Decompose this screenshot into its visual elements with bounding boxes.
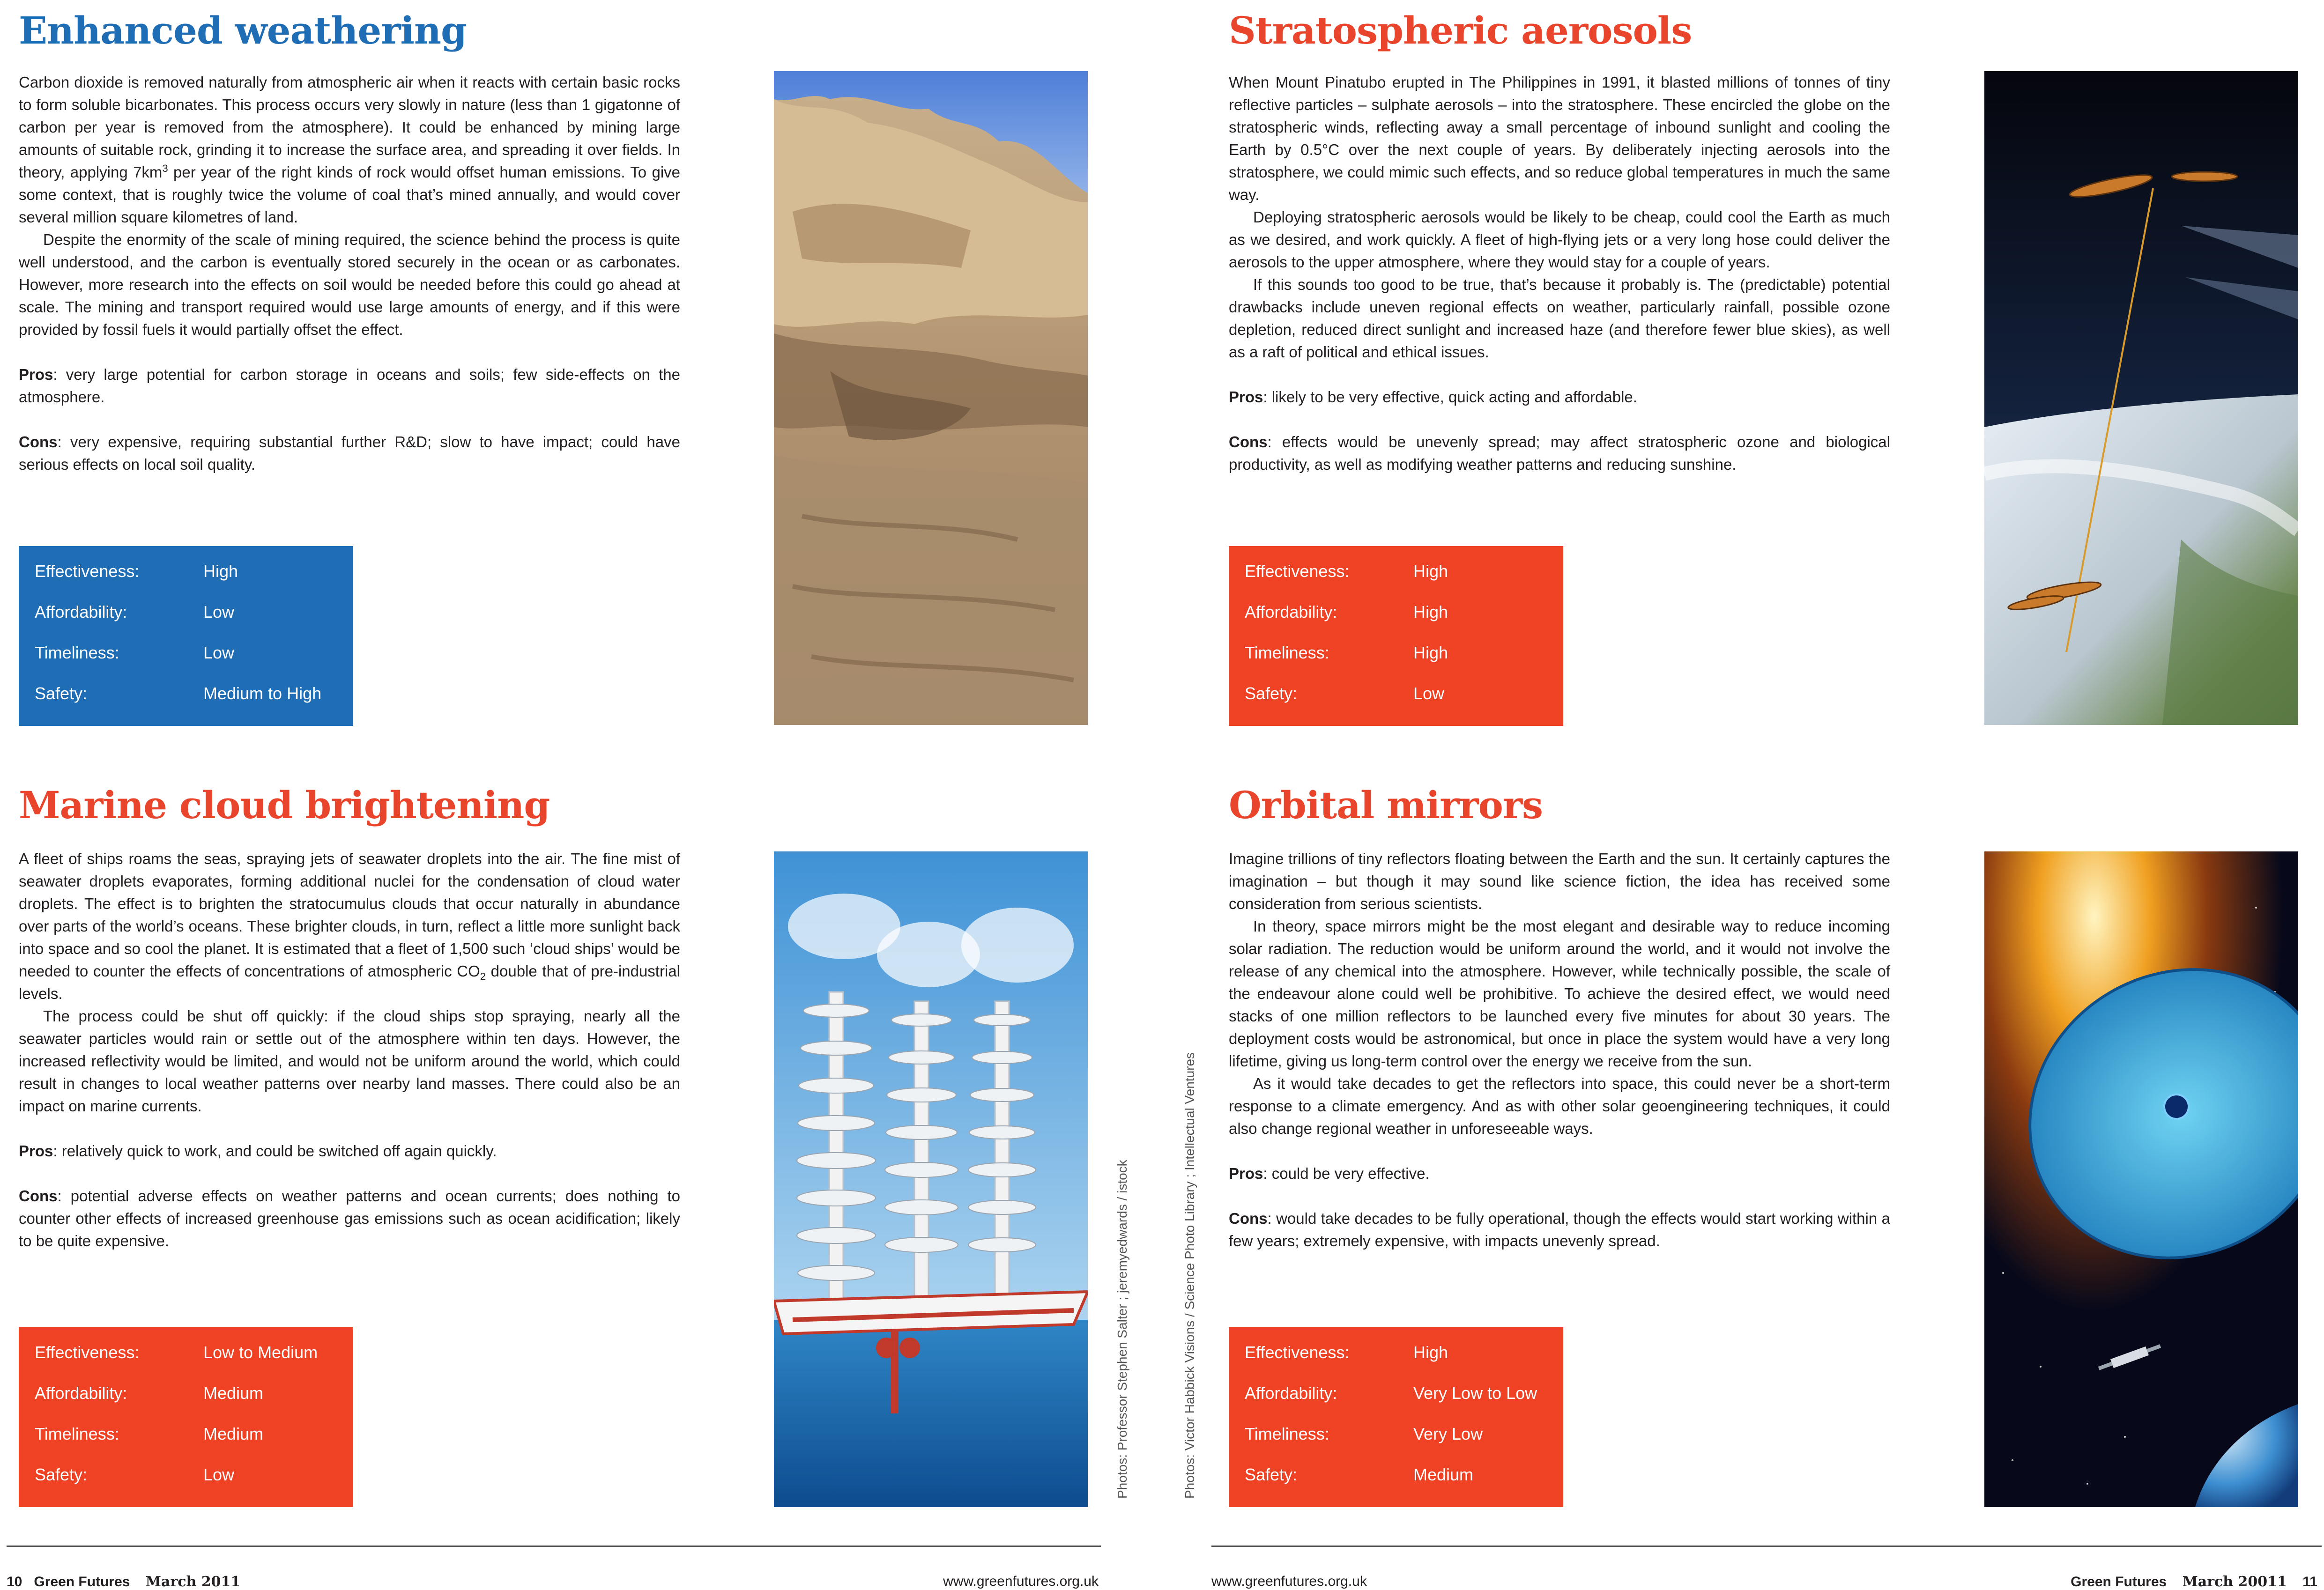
paragraph: Despite the enormity of the scale of mining required, the science behind the process is quite well understood, and the carbon is eventually stored securely in the ocean or as carbonates. However, more research into the effects on soil would be needed before this could go ahead at scale. The mining and transport required would use large amounts of energy, and if this were provided by fossil fuels it would partially offset the effect.: [19, 231, 680, 338]
footer-right: [2071, 1574, 2317, 1590]
marine-cloud-body: [19, 848, 680, 1252]
stratosphere-illustration: [1984, 71, 2298, 725]
enhanced-weathering-title: Enhanced weathering: [19, 8, 467, 52]
orbital-mirrors-ratings-box: Effectiveness: High Affordability: Very Low to Low Timeliness: Very Low Safety: Medium: [1229, 1327, 1563, 1507]
issue-date: March 20011: [2182, 1574, 2287, 1590]
footer-url-link[interactable]: www.greenfutures.org.uk: [943, 1574, 1099, 1589]
rock-cliff-photo: [774, 71, 1088, 725]
photo-credit: Photos: Victor Habbick Visions / Science Photo Library ; Intellectual Ventures: [1182, 1052, 1197, 1499]
paragraph: A fleet of ships roams the seas, spraying jets of seawater droplets into the air. The fine mist of seawater droplets evaporates, forming additional nuclei for the condensation of cloud water droplets. The effect is to brighten the stratocumulus clouds that occur naturally in abundance over parts of the world’s oceans. These brighter clouds, in turn, reflect a little more sunlight back into space and so cool the planet. It is estimated that a fleet of 1,500 such ‘cloud ships’ would be needed to counter the effects of concentrations of atmospheric $CO_2$ double that of pre-industrial levels.: [19, 850, 680, 1002]
orbital-mirrors-title: Orbital mirrors: [1229, 783, 1543, 827]
pros-text: Pros: relatively quick to work, and could be switched off again quickly.: [19, 1142, 497, 1160]
page-number: 11: [2302, 1574, 2317, 1590]
orbital-mirrors-body: [1229, 848, 1890, 1252]
marine-cloud-title: Marine cloud brightening: [19, 783, 550, 827]
cloud-ship-illustration: [774, 851, 1088, 1507]
paragraph: In theory, space mirrors might be the most elegant and desirable way to reduce incoming solar radiation. The reduction would be uniform around the world, and it would not involve the release of any chemical into the atmosphere. However, while technically possible, the scale of the endeavour alone could well be prohibitive. To achieve the desired effect, we would need stacks of one million reflectors to be launched every five minutes for about 30 years. The deployment costs would be astronomical, but once in place the system would have a very long lifetime, giving us long-term control over the energy we receive from the sun.: [1229, 917, 1890, 1070]
cons-text: Cons: very expensive, requiring substantial further R&D; slow to have impact; could have serious effects on local soil quality.: [19, 433, 680, 473]
enhanced-weathering-body: [19, 71, 680, 476]
rock-cliff-image-icon: [774, 71, 1088, 725]
photo-credit: Photos: Professor Stephen Salter ; jeremyedwards / istock: [1115, 1160, 1129, 1499]
space-mirror-image-icon: [1984, 851, 2298, 1507]
space-mirror-illustration: [1984, 851, 2298, 1507]
paragraph: The process could be shut off quickly: if the cloud ships stop spraying, nearly all the seawater particles would rain or settle out of the atmosphere within ten days. However, the increased reflectivity would be limited, and would not be uniform around the world, which could result in changes to local weather patterns over nearby land masses. There could also be an impact on marine currents.: [19, 1007, 680, 1115]
pros-text: Pros: very large potential for carbon storage in oceans and soils; few side-effects on the atmosphere.: [19, 366, 680, 406]
paragraph: Carbon dioxide is removed naturally from atmospheric air when it reacts with certain basic rocks to form soluble bicarbonates. This process occurs very slowly in nature (less than 1 gigatonne of carbon per year is removed from the atmosphere). It could be enhanced by mining large amounts of suitable rock, grinding it to increase the surface area, and spreading it over fields. In theory, applying $7km^3$ per year of the right kinds of rock would offset human emissions. To give some context, that is roughly twice the volume of coal that’s mined annually, and would cover several million square kilometres of land.: [19, 74, 681, 226]
enhanced-weathering-ratings-box: Effectiveness: High Affordability: Low Timeliness: Low Safety: Medium to High: [19, 546, 353, 726]
paragraph: Imagine trillions of tiny reflectors floating between the Earth and the sun. It certainly captures the imagination – but though it may sound like science fiction, the idea has received some consideration from serious scientists.: [1229, 850, 1890, 912]
cloud-ship-image-icon: [774, 851, 1088, 1507]
issue-date: March 2011: [145, 1574, 241, 1590]
stratospheric-ratings-box: Effectiveness: High Affordability: High Timeliness: High Safety: Low: [1229, 546, 1563, 726]
page-number: 10: [7, 1574, 22, 1590]
paragraph: If this sounds too good to be true, that’s because it probably is. The (predictable) potential drawbacks include uneven regional effects on weather, particularly rainfall, possible ozone depletion, reduced direct sunlight and increased haze (and therefore fewer blue skies), as well as a raft of political and ethical issues.: [1229, 276, 1890, 361]
magazine-name: Green Futures: [2071, 1574, 2167, 1590]
paragraph: Deploying stratospheric aerosols would be likely to be cheap, could cool the Earth as much as we desired, and work quickly. A fleet of high-flying jets or a very long hose could deliver the aerosols to the upper atmosphere, where they would stay for a couple of years.: [1229, 208, 1890, 271]
magazine-name: Green Futures: [34, 1574, 130, 1590]
footer-rule: [1211, 1546, 2322, 1547]
paragraph: As it would take decades to get the reflectors into space, this could never be a short-term response to a climate emergency. And as with other solar geoengineering techniques, it could also change regional weather in unforeseeable ways.: [1229, 1075, 1890, 1137]
paragraph: When Mount Pinatubo erupted in The Philippines in 1991, it blasted millions of tonnes of tiny reflective particles – sulphate aerosols – into the stratosphere. These encircled the globe on the stratospheric winds, reflecting away a small percentage of inbound sunlight and cooling the Earth by 0.5°C over the next couple of years. By deliberately injecting aerosols into the stratosphere, we could mimic such effects, and so reduce global temperatures in much the same way.: [1229, 74, 1890, 203]
pros-text: Pros: could be very effective.: [1229, 1165, 1430, 1182]
cons-text: Cons: would take decades to be fully operational, though the effects would start working within a few years; extremely expensive, with impacts unevenly spread.: [1229, 1210, 1890, 1250]
right-page: [1162, 0, 2324, 1589]
cons-text: Cons: effects would be unevenly spread; may affect stratospheric ozone and biological productivity, as well as modifying weather patterns and reducing sunshine.: [1229, 433, 1890, 473]
stratosphere-image-icon: [1984, 71, 2298, 725]
stratospheric-body: [1229, 71, 1890, 476]
marine-cloud-ratings-box: Effectiveness: Low to Medium Affordability: Medium Timeliness: Medium Safety: Low: [19, 1327, 353, 1507]
cons-text: Cons: potential adverse effects on weather patterns and ocean currents; does nothing to counter other effects of increased greenhouse gas emissions such as ocean acidification; likely to be quite expensive.: [19, 1187, 680, 1250]
footer-rule: [7, 1546, 1101, 1547]
footer-url-link[interactable]: www.greenfutures.org.uk: [1211, 1574, 1367, 1589]
footer-left: [7, 1574, 240, 1590]
pros-text: Pros: likely to be very effective, quick acting and affordable.: [1229, 388, 1637, 406]
stratospheric-title: Stratospheric aerosols: [1229, 8, 1692, 52]
